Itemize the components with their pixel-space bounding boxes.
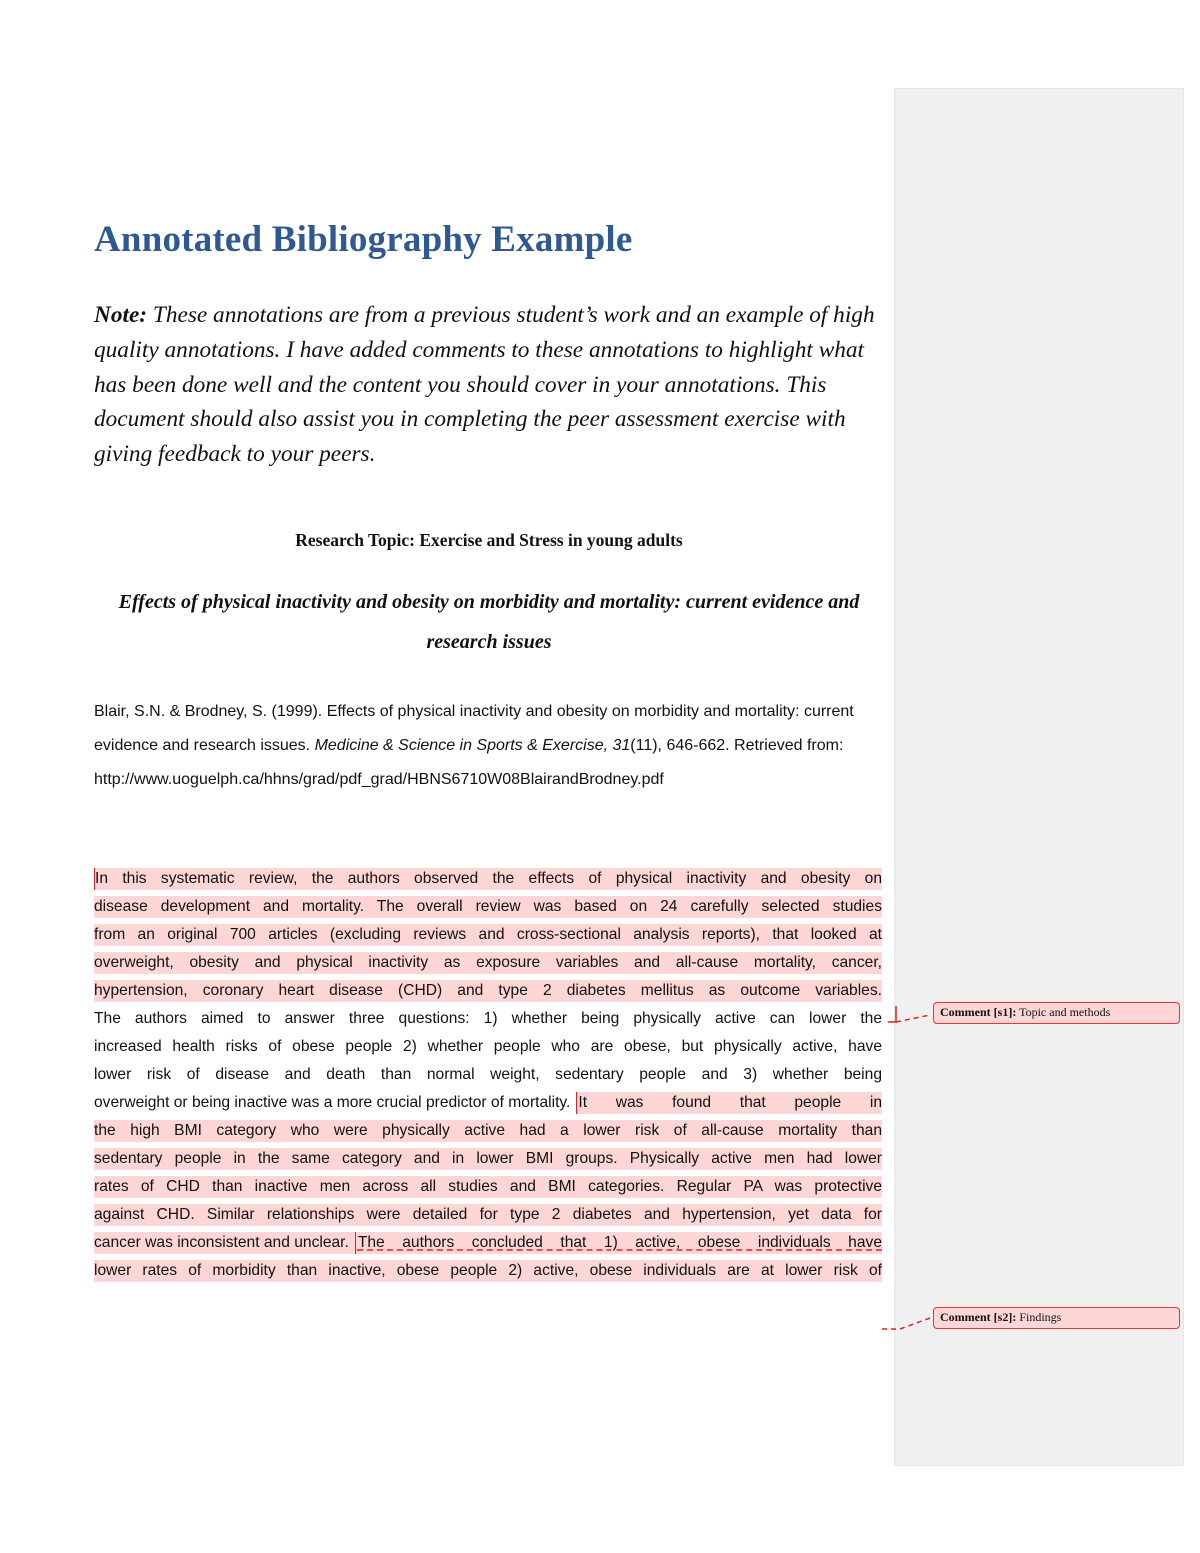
comment-text: Findings <box>1019 1310 1062 1324</box>
body-line: increased health risks of obese people 2) whether people who are obese, but physically active, have <box>94 1038 882 1055</box>
body-line-mixed <box>94 1232 882 1254</box>
research-topic: Research Topic: Exercise and Stress in young adults <box>295 530 683 550</box>
note-text: These annotations are from a previous student’s work and an example of high quality annotations. I have added comments to these annotations to highlight what has been done well and the content you should cover in your annotations. This document should also assist you in completing the peer assessment exercise with giving feedback to your peers. <box>94 302 875 468</box>
comment-connector-s2 <box>880 1305 940 1335</box>
body-line: lower risk of disease and death than normal weight, sedentary people and 3) whether being <box>94 1066 882 1083</box>
comment-text: Topic and methods <box>1019 1005 1111 1019</box>
highlighted-line: disease development and mortality. The overall review was based on 24 carefully selected studies <box>94 896 882 918</box>
annotation-paragraph <box>94 862 882 1288</box>
highlighted-segment: cancer was inconsistent and unclear. <box>94 1232 349 1254</box>
body-line: The authors aimed to answer three questions: 1) whether being physically active can lower the <box>94 1010 882 1027</box>
highlighted-line: sedentary people in the same category and in lower BMI groups. Physically active men had lower <box>94 1148 882 1170</box>
document-title: Annotated Bibliography Example <box>94 219 633 260</box>
body-line-mixed <box>94 1092 882 1114</box>
highlighted-line: against CHD. Similar relationships were detailed for type 2 diabetes and hypertension, yet data for <box>94 1204 882 1226</box>
comment-connector-s1 <box>880 1000 940 1030</box>
citation <box>94 695 894 797</box>
article-title: Effects of physical inactivity and obesity on morbidity and mortality: current evidence and research issues <box>118 591 860 653</box>
highlighted-segment: It was found that people in <box>576 1092 882 1114</box>
citation-authors-title: Blair, S.N. & Brodney, S. (1999). Effects of physical inactivity and obesity on morbidity and mortality: current evidence and research issues. <box>94 703 854 754</box>
highlighted-line: lower rates of morbidity than inactive, obese people 2) active, obese individuals are at lower risk of <box>94 1260 882 1282</box>
citation-url[interactable]: http://www.uoguelph.ca/hhns/grad/pdf_grad/HBNS6710W08BlairandBrodney.pdf <box>94 771 664 788</box>
comment-label: Comment [s1]: <box>940 1005 1017 1019</box>
body-segment: overweight or being inactive was a more crucial predictor of mortality. <box>94 1094 571 1111</box>
comment-margin-panel <box>894 88 1184 1466</box>
highlighted-line: hypertension, coronary heart disease (CHD) and type 2 diabetes mellitus as outcome variables. <box>94 980 882 1002</box>
commented-segment: The authors concluded that 1) active, obese individuals have <box>355 1232 882 1254</box>
citation-pages: (11), 646-662. Retrieved from: <box>630 737 844 754</box>
comment-s1[interactable] <box>933 1002 1180 1024</box>
instructor-note <box>94 298 884 472</box>
highlighted-line: overweight, obesity and physical inactivity as exposure variables and all-cause mortality, cancer, <box>94 952 882 974</box>
comment-label: Comment [s2]: <box>940 1310 1017 1324</box>
highlighted-line: rates of CHD than inactive men across all studies and BMI categories. Regular PA was protective <box>94 1176 882 1198</box>
highlighted-line: the high BMI category who were physically active had a lower risk of all-cause mortality than <box>94 1120 882 1142</box>
note-label: Note: <box>94 302 148 328</box>
comment-s2[interactable] <box>933 1307 1180 1329</box>
citation-journal: Medicine & Science in Sports & Exercise, 31 <box>314 737 631 754</box>
highlighted-line: In this systematic review, the authors observed the effects of physical inactivity and obesity on <box>94 868 882 890</box>
highlighted-line: from an original 700 articles (excluding reviews and cross-sectional analysis reports), that looked at <box>94 924 882 946</box>
